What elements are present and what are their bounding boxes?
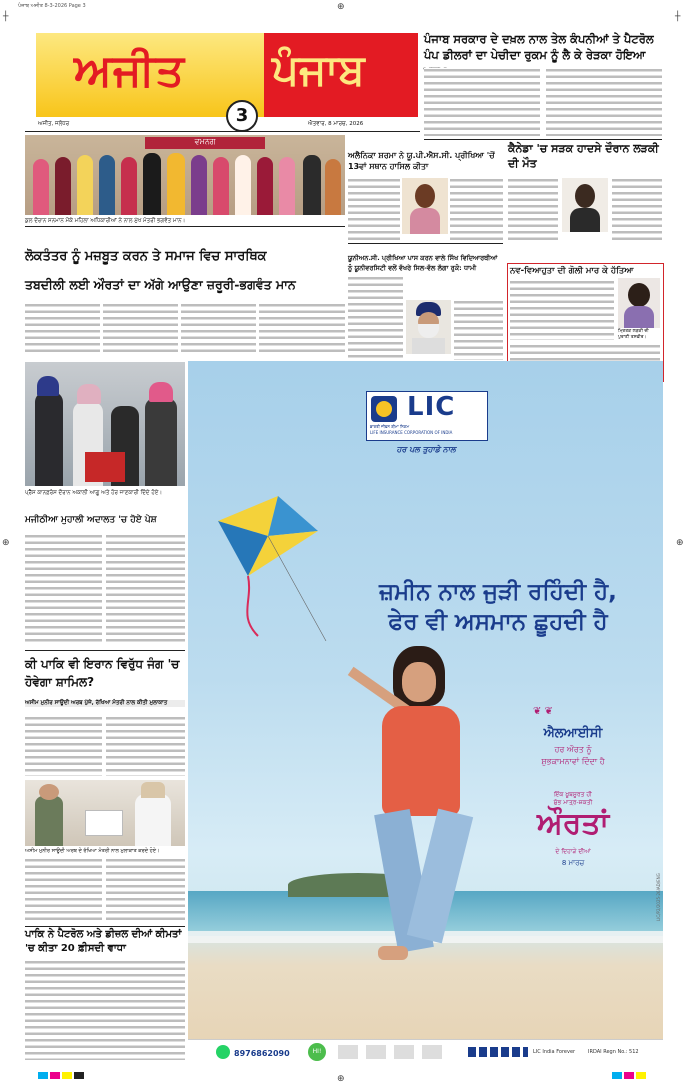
lead-body-col1	[25, 303, 100, 355]
color-bar-yellow	[62, 1072, 72, 1079]
press-conference-photo	[25, 362, 185, 486]
top-right-headline: ਪੰਜਾਬ ਸਰਕਾਰ ਦੇ ਦਖ਼ਲ ਨਾਲ ਤੇਲ ਕੰਪਨੀਆਂ ਤੇ ਪੈਟਰੋਲ ਪੰਪ ਡੀਲਰਾਂ ਦਾ ਪੇਚੀਦਾ ਰੁਕਮ ਨੂੰ ਲੈ ਕੇ ਰੇੜਕਾ ਹੋਇਆ	[424, 32, 654, 62]
ad-footer-irdai: IRDAI Regn No.: 512	[588, 1049, 639, 1055]
top-right-col1	[424, 68, 540, 136]
ad-small-2: ਸ਼ੁੱਭ ਮਾਤ੍ਰ-ਸ਼ਕਤੀ	[553, 799, 593, 806]
ad-footer-logos	[338, 1045, 448, 1059]
highway-caption: ਮ੍ਰਿਤਕ ਲੜਕੀ ਦੀ ਪੁਰਾਣੀ ਤਸਵੀਰ।	[618, 329, 649, 340]
ad-date: 8 ਮਾਰਚ	[561, 859, 585, 867]
sgpc-body-1	[348, 276, 403, 360]
color-bar-magenta	[50, 1072, 60, 1079]
social-icons	[468, 1047, 528, 1057]
masthead-date: ਐਤਵਾਰ, 8 ਮਾਰਚ, 2026	[308, 121, 364, 127]
lic-brand-en: LIFE INSURANCE CORPORATION OF INDIA	[370, 430, 453, 435]
ad-phone: 8976862090	[234, 1049, 290, 1058]
petrol-rule	[25, 926, 185, 927]
lic-advertisement	[188, 361, 663, 1064]
majithia-rule	[25, 650, 185, 651]
kite-icon	[208, 491, 328, 641]
sgpc-headline: ਯੂਨੀਅਨ.ਸੀ. ਪ੍ਰੀਖਿਆ ਪਾਸ ਕਰਨ ਵਾਲੇ ਸਿੱਖ ਵਿਦਿਆਰਥੀਆਂ ਨੂੰ ਯੂਨੀਵਰਸਿਟੀ ਵਲੋਂ ਵੱਖਰੇ ਸਿਲ-ਵੱਲ ਲੱਗਾ ਰੁਕੋ: ਧਾਮੀ	[348, 254, 498, 272]
whatsapp-icon	[216, 1045, 230, 1059]
woman-face	[402, 662, 436, 702]
person-3	[77, 155, 93, 215]
woman-figure	[338, 646, 498, 1026]
person-6	[143, 153, 161, 215]
ad-women-word: ਔਰਤਾਂ	[536, 806, 610, 841]
ad-footer	[188, 1039, 663, 1064]
highway-portrait	[618, 278, 660, 328]
lead-body-col3	[181, 303, 256, 355]
press-photo-caption: ਪ੍ਰੈੱਸ ਕਾਨਫ਼ਰੰਸ ਦੌਰਾਨ ਅਕਾਲੀ ਆਗੂ ਅਤੇ ਹੋਰ ਜਾਣਕਾਰੀ ਦਿੰਦੇ ਹੋਏ।	[25, 490, 163, 496]
canada-portrait	[562, 178, 608, 232]
munir-meeting-photo	[25, 780, 185, 846]
majithia-headline: ਮਜੀਠੀਆ ਮੁਹਾਲੀ ਅਦਾਲਤ 'ਚ ਹੋਏ ਪੇਸ਼	[25, 515, 157, 525]
person-13	[303, 155, 321, 215]
majithia-body-2	[106, 534, 185, 644]
canada-headline: ਕੈਨੇਡਾ 'ਚ ਸੜਕ ਹਾਦਸੇ ਦੌਰਾਨ ਲੜਕੀ ਦੀ ਮੌਤ	[508, 142, 659, 170]
person-7	[167, 153, 185, 215]
ad-footer-india: LIC India Forever	[533, 1049, 576, 1055]
pak-iran-body-2	[106, 716, 185, 776]
crop-mark-top-right: ┼	[675, 12, 681, 22]
canada-body-2	[612, 178, 662, 240]
pak-iran-headline: ਕੀ ਪਾਕਿ ਵੀ ਇਰਾਨ ਵਿਰੁੱਧ ਜੰਗ 'ਚ ਹੋਵੇਗਾ ਸ਼ਾਮਿਲ?	[25, 657, 180, 689]
color-bar-cyan-r	[612, 1072, 622, 1079]
page-number-badge: 3	[226, 100, 258, 132]
top-right-col2	[546, 68, 662, 136]
person-14	[325, 159, 341, 215]
person-1	[33, 159, 49, 215]
color-bar-magenta-r	[624, 1072, 634, 1079]
lead-rule-top	[25, 226, 345, 227]
sgpc-body-2	[454, 300, 503, 360]
person-2	[55, 157, 71, 215]
ad-lic-line: ਐਲਆਈਸੀ	[543, 726, 603, 741]
lic-tagline: ਹਰ ਪਲ ਤੁਹਾਡੇ ਨਾਲ	[396, 445, 456, 454]
lic-emblem-icon	[371, 396, 397, 422]
crop-mark-top-left: ┼	[3, 12, 9, 22]
header-strip: ਪੰਜਾਬ ਅਜੀਤ 8-3-2026 Page 3	[18, 3, 86, 9]
butterfly-icon: ❦ ❦	[533, 706, 553, 717]
sgpc-portrait	[406, 300, 451, 354]
ad-headline-1: ਜ਼ਮੀਨ ਨਾਲ ਜੁੜੀ ਰਹਿੰਦੀ ਹੈ,	[379, 579, 617, 605]
majithia-body-1	[25, 534, 102, 644]
womens-day-group-photo	[25, 135, 345, 215]
woman-shirt	[382, 706, 460, 816]
person-5	[121, 157, 137, 215]
canada-body-1	[508, 178, 558, 240]
upsc-body-1	[348, 178, 400, 240]
munir-caption: ਅਸੀਮ ਮੁਨੀਰ ਸਾਊਦੀ ਅਰਬ ਦੇ ਰੱਖਿਆ ਮੰਤਰੀ ਨਾਲ ਮੁਲਾਕਾਤ ਕਰਦੇ ਹੋਏ।	[25, 848, 160, 854]
masthead-right-word: ਪੰਜਾਬ	[272, 45, 365, 94]
lead-headline-2: ਤਬਦੀਲੀ ਲਈ ਔਰਤਾਂ ਦਾ ਅੱਗੇ ਆਉਣਾ ਜ਼ਰੂਰੀ-ਭਗਵੰਤ ਮਾਨ	[25, 277, 296, 292]
masthead-rule	[25, 131, 420, 132]
pak-iran-body-4	[106, 858, 185, 922]
upsc-body-2	[450, 178, 503, 240]
pak-iran-body-3	[25, 858, 102, 922]
lead-body-col2	[103, 303, 178, 355]
crop-mark-bottom-center: ⊕	[337, 1074, 345, 1084]
upsc-portrait	[402, 178, 448, 234]
lead-headline-1: ਲੋਕਤੰਤਰ ਨੂੰ ਮਜ਼ਬੂਤ ਕਰਨ ਤੇ ਸਮਾਜ ਵਿਚ ਸਾਰਥਿਕ	[25, 249, 267, 264]
crop-mark-left-mid: ⊕	[2, 538, 10, 548]
upsc-rule	[348, 243, 503, 244]
lead-body-col4	[259, 303, 345, 355]
lic-logo	[366, 391, 488, 441]
ad-side-code: LIC/P2/2025-26/AD/ENG	[656, 873, 661, 921]
photo1-caption: ਕੁਲ ਦੌਰਾਨ ਸਨਮਾਨ ਮੌਕੇ ਮਹਿਲਾ ਅਧਿਕਾਰੀਆਂ ਨੇ ਨਾਲ ਮੁੱਖ ਮੰਤਰੀ ਭਗਵੰਤ ਮਾਨ।	[25, 218, 186, 224]
person-4	[99, 155, 115, 215]
crop-mark-top-center: ⊕	[337, 2, 345, 12]
lic-brand-text: LIC	[407, 392, 456, 422]
color-bar-cyan	[38, 1072, 48, 1079]
person-8	[191, 155, 207, 215]
person-10	[235, 155, 251, 215]
ad-hi-badge: HI!	[308, 1043, 326, 1061]
ad-small-1: ਇੱਕ ਖ਼ੂਬਸੂਰਤ ਹੀ	[554, 791, 592, 798]
highway-body-1	[510, 280, 614, 340]
pak-iran-body-1	[25, 716, 102, 776]
woman-foot	[378, 946, 408, 960]
masthead-place: ਅਜੀਤ, ਜਲੰਧਰ	[38, 121, 70, 127]
color-bar-black	[74, 1072, 84, 1079]
person-9	[213, 157, 229, 215]
crop-mark-right-mid: ⊕	[676, 538, 684, 548]
masthead-left-word: ਅਜੀਤ	[74, 45, 185, 96]
ad-wish-2: ਸ਼ੁਭਕਾਮਨਾਵਾਂ ਦਿੰਦਾ ਹੈ	[541, 757, 605, 766]
ad-wish-1: ਹਰ ਔਰਤ ਨੂੰ	[554, 745, 592, 754]
petrol-body	[25, 960, 185, 1060]
ad-womens-day: ਦੇ ਦਿਹਾੜੇ ਦੀਆਂ	[555, 848, 591, 855]
lic-brand-sub: ਭਾਰਤੀ ਜੀਵਨ ਬੀਮਾ ਨਿਗਮ	[370, 424, 410, 429]
highway-headline: ਨਵ-ਵਿਆਹੁਤਾ ਦੀ ਗੋਲੀ ਮਾਰ ਕੇ ਹੱਤਿਆ	[510, 266, 634, 276]
color-bar-yellow-r	[636, 1072, 646, 1079]
petrol-headline: ਪਾਕਿ ਨੇ ਪੈਟਰੋਲ ਅਤੇ ਡੀਜ਼ਲ ਦੀਆਂ ਕੀਮਤਾਂ 'ਚ ਕੀਤਾ 20 ਫ਼ੀਸਦੀ ਵਾਧਾ	[25, 929, 182, 954]
photo-banner: ਵਮਨਗ	[145, 137, 265, 149]
upsc-headline: ਅਲੈਨਿਕਾ ਸ਼ਰਮਾ ਨੇ ਯੂ.ਪੀ.ਐਸ.ਸੀ. ਪ੍ਰੀਖਿਆ 'ਚੋਂ 13ਵਾਂ ਸਥਾਨ ਹਾਸਿਲ ਕੀਤਾ	[348, 151, 495, 171]
person-12	[279, 157, 295, 215]
top-right-rule	[424, 139, 662, 140]
ad-headline-2: ਫੇਰ ਵੀ ਅਸਮਾਨ ਛੂਹਦੀ ਹੈ	[388, 609, 608, 635]
person-11	[257, 157, 273, 215]
pak-iran-subhead: ਅਸੀਮ ਮੁਨੀਰ ਸਾਊਦੀ ਅਰਬ ਪੁੱਜੇ, ਰੱਖਿਆ ਮੰਤਰੀ ਨਾਲ ਕੀਤੀ ਮੁਲਾਕਾਤ	[25, 700, 185, 707]
